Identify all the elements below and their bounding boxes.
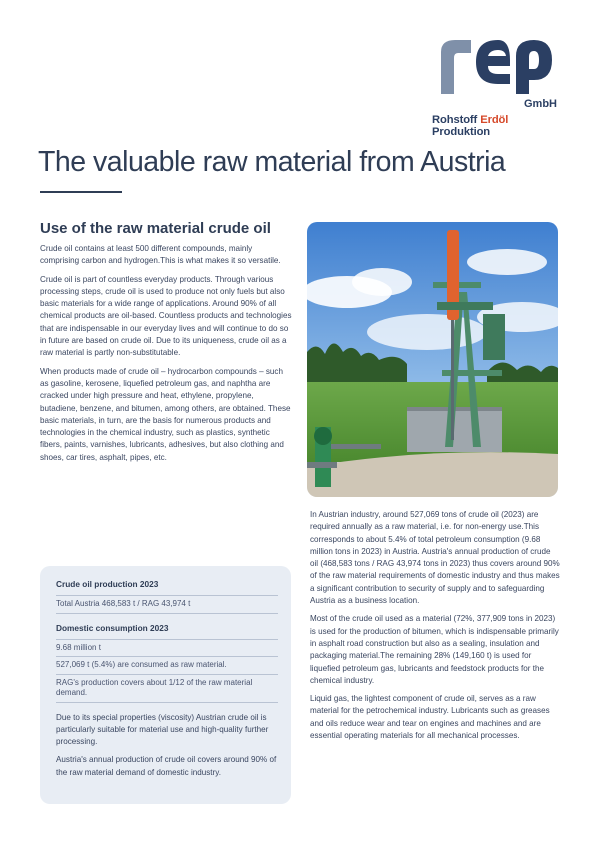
logo-tagline-word2: Erdöl [480, 114, 509, 126]
company-logo [428, 36, 563, 138]
right-paragraph-2: Most of the crude oil used as a material (72%, 377,909 tons in 2023) is used for the production of bitumen, which is indispensable primarily in asphalt road construction but also as a sealing, insulation and packaging material.The remaining 28% (149,160 t) is used for liquefied petroleum gas, lubricants and feedstock products for the chemical industry. [310, 614, 559, 685]
rep-logo-mark [438, 36, 553, 96]
logo-gmbh-label: GmbH [524, 98, 557, 110]
page-title: The valuable raw material from Austria [38, 146, 506, 178]
fact-box [40, 566, 291, 804]
title-underline [40, 191, 122, 193]
left-paragraph-2: Crude oil is part of countless everyday products. Through various processing steps, crude oil is used to produce not only fuels but also basic materials for a wide range of applications. Around 90% of all chemical products are oil-based. Countless products and technologies that are indispensable in our everyday lives and will continue to do so in future are based on crude oil. Due to its uniqueness, crude oil as a raw material is partly non-substitutable. [40, 274, 292, 358]
fact-box-note-2: Austria's annual production of crude oil covers around 90% of the raw material demand of domestic industry. [56, 755, 277, 777]
consumption-row-2: 527,069 t (5.4%) are consumed as raw material. [56, 656, 278, 674]
left-column-text [40, 243, 292, 470]
left-paragraph-3: When products made of crude oil – hydrocarbon compounds – such as gasoline, kerosene, liquefied petroleum gas, and naphtha are cracked under high pressure and heat, ethylene, propylene, butadiene, benzene, and bitumen, among others, are obtained. These basic materials, in turn, are the basis for numerous products and technologies in the chemical industry, such as plastics, synthetic fibers, paints, varnishes, lubricants, adhesives, but also clothing and shoes, car tires, asphalt, pipes, etc. [40, 366, 291, 462]
logo-tagline [432, 114, 563, 138]
right-paragraph-3: Liquid gas, the lightest component of crude oil, serves as a raw material for the petrochemical industry. Lubricants such as greases and oils reduce wear and tear on engines and machines and are essential operating materials for all mechanical processes. [310, 694, 550, 741]
production-value: Total Austria 468,583 t / RAG 43,974 t [56, 595, 278, 614]
right-column-text [310, 509, 560, 748]
consumption-label: Domestic consumption 2023 [56, 622, 169, 633]
section-heading: Use of the raw material crude oil [40, 220, 271, 237]
fact-box-notes [56, 712, 278, 779]
pumpjack-photo [307, 222, 558, 497]
left-paragraph-1: Crude oil contains at least 500 different compounds, mainly comprising carbon and hydrogen.This is what makes it so versatile. [40, 244, 281, 266]
logo-tagline-word3: Produktion [432, 126, 491, 138]
right-paragraph-1: In Austrian industry, around 527,069 tons of crude oil (2023) are required annually as a raw material, i.e. for non-energy use.This corresponds to about 5.4% of total petroleum consumption (9.68 million tons in 2023) in Austria. Austria's annual production of crude oil (468,583 tons / RAG 43,974 tons in 2023) thus covers around 90% of the raw material requirements of domestic industry and thus makes a significant contribution to security of supply and to safeguarding Austria as a business location. [310, 510, 560, 606]
consumption-row-1: 9.68 million t [56, 639, 278, 657]
fact-box-note-1: Due to its special properties (viscosity) Austrian crude oil is particularly suitable for material use and high-quality further processing. [56, 712, 269, 747]
production-label: Crude oil production 2023 [56, 579, 159, 589]
consumption-row-3: RAG's production covers about 1/12 of the raw material demand. [56, 674, 278, 703]
pumpjack-illustration [307, 222, 558, 497]
logo-tagline-word1: Rohstoff [432, 114, 478, 126]
